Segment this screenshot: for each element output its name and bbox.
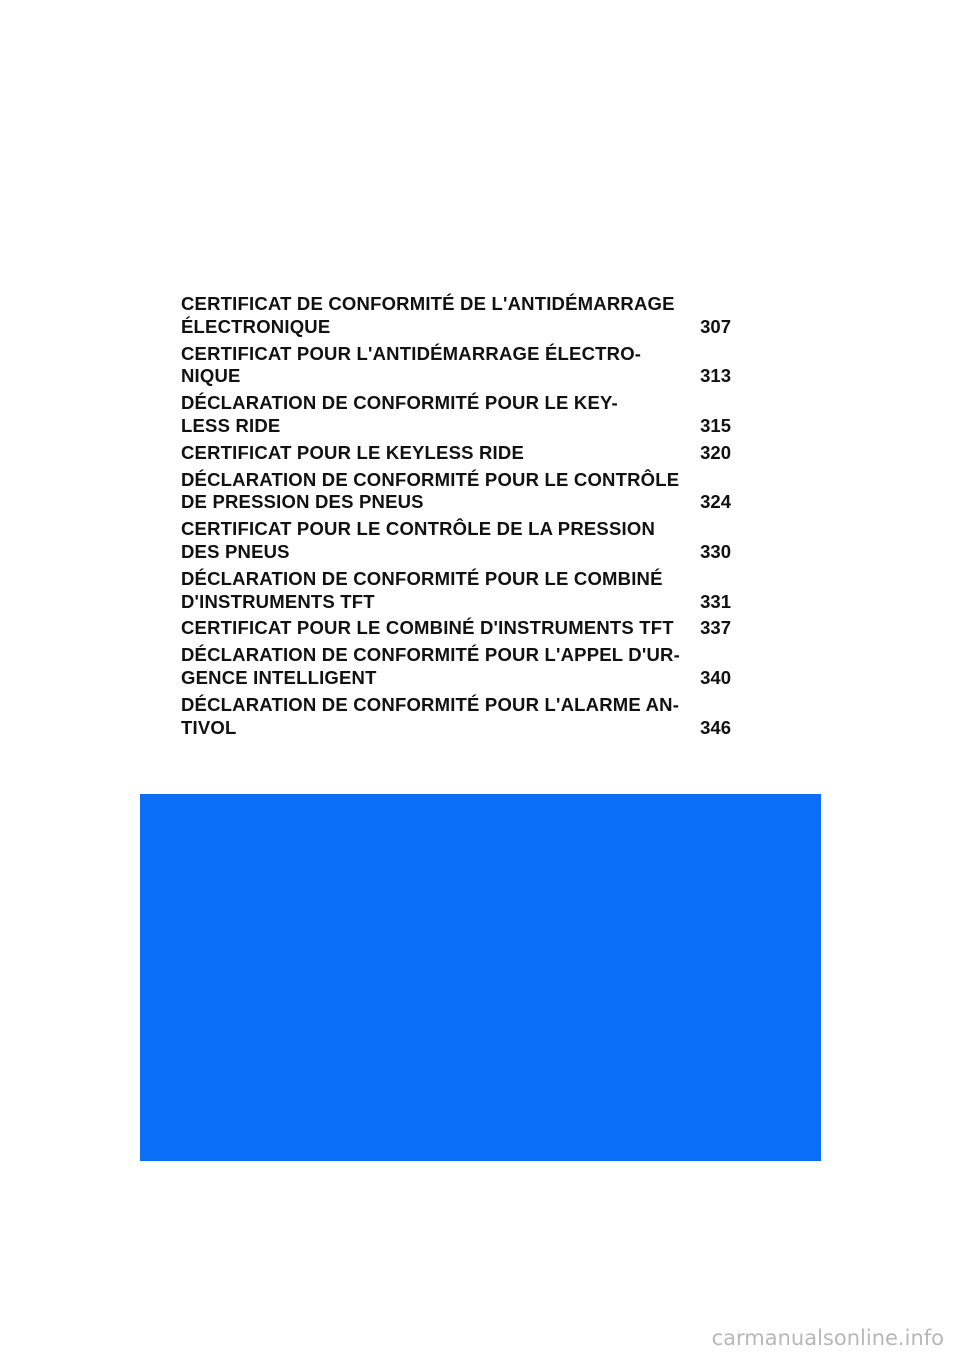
toc-entry-page: 346 <box>700 716 731 738</box>
toc-entry-title-line: DÉCLARATION DE CONFORMITÉ POUR LE CONTRÔLE <box>181 468 680 490</box>
toc-entry-title-line: DÉCLARATION DE CONFORMITÉ POUR L'ALARME AN- <box>181 693 680 715</box>
toc-entry[interactable] <box>181 469 731 515</box>
toc-entry-title-line: ÉLECTRONIQUE <box>181 315 331 337</box>
toc-entry[interactable] <box>181 568 731 614</box>
toc-entry-page: 320 <box>700 441 731 463</box>
toc-entry-title-line: CERTIFICAT POUR LE KEYLESS RIDE <box>181 441 524 463</box>
toc-entry-page: 340 <box>700 666 731 688</box>
toc-entry-title-line: TIVOL <box>181 716 237 738</box>
toc-entry-page: 315 <box>700 414 731 436</box>
toc-entry[interactable] <box>181 392 731 438</box>
toc-entry-title-line: DÉCLARATION DE CONFORMITÉ POUR L'APPEL D'UR- <box>181 644 680 666</box>
toc-entry-title <box>181 694 681 740</box>
toc-entry[interactable] <box>181 518 731 564</box>
toc-entry-title-line: NIQUE <box>181 365 241 387</box>
toc-entry-page: 313 <box>700 365 731 387</box>
toc-entry-title <box>181 469 681 515</box>
toc-entry-title <box>181 518 681 564</box>
toc-entry-page: 307 <box>700 315 731 337</box>
toc-entry-title-line: CERTIFICAT POUR LE CONTRÔLE DE LA PRESSION <box>181 518 655 540</box>
table-of-contents <box>181 293 731 743</box>
blue-panel <box>140 794 821 1161</box>
toc-entry-title <box>181 644 681 690</box>
toc-entry-title-line: DÉCLARATION DE CONFORMITÉ POUR LE KEY- <box>181 392 618 414</box>
toc-entry-title <box>181 442 681 465</box>
toc-entry-title <box>181 617 681 640</box>
toc-entry-title <box>181 392 681 438</box>
toc-entry[interactable] <box>181 644 731 690</box>
toc-entry-title-line: GENCE INTELLIGENT <box>181 666 377 688</box>
toc-entry[interactable] <box>181 694 731 740</box>
watermark[interactable]: carmanualsonline.info <box>711 1326 944 1350</box>
toc-entry-title <box>181 343 681 389</box>
toc-entry-title-line: CERTIFICAT POUR LE COMBINÉ D'INSTRUMENTS TFT <box>181 617 674 639</box>
toc-entry-title-line: CERTIFICAT POUR L'ANTIDÉMARRAGE ÉLECTRO- <box>181 342 642 364</box>
toc-entry-title-line: DE PRESSION DES PNEUS <box>181 491 424 513</box>
toc-entry-title <box>181 568 681 614</box>
toc-entry-title-line: DÉCLARATION DE CONFORMITÉ POUR LE COMBINÉ <box>181 567 663 589</box>
toc-entry[interactable] <box>181 617 731 640</box>
toc-entry-title-line: DES PNEUS <box>181 540 290 562</box>
toc-entry-page: 331 <box>700 590 731 612</box>
toc-entry[interactable] <box>181 343 731 389</box>
toc-entry-title <box>181 293 681 339</box>
toc-entry-title-line: CERTIFICAT DE CONFORMITÉ DE L'ANTIDÉMARRAGE <box>181 293 675 314</box>
toc-entry-title-line: LESS RIDE <box>181 414 281 436</box>
toc-entry-title-line: D'INSTRUMENTS TFT <box>181 590 375 612</box>
toc-entry-page: 324 <box>700 491 731 513</box>
toc-entry-page: 337 <box>700 617 731 639</box>
toc-entry[interactable] <box>181 442 731 465</box>
toc-entry[interactable] <box>181 293 731 339</box>
toc-entry-page: 330 <box>700 540 731 562</box>
